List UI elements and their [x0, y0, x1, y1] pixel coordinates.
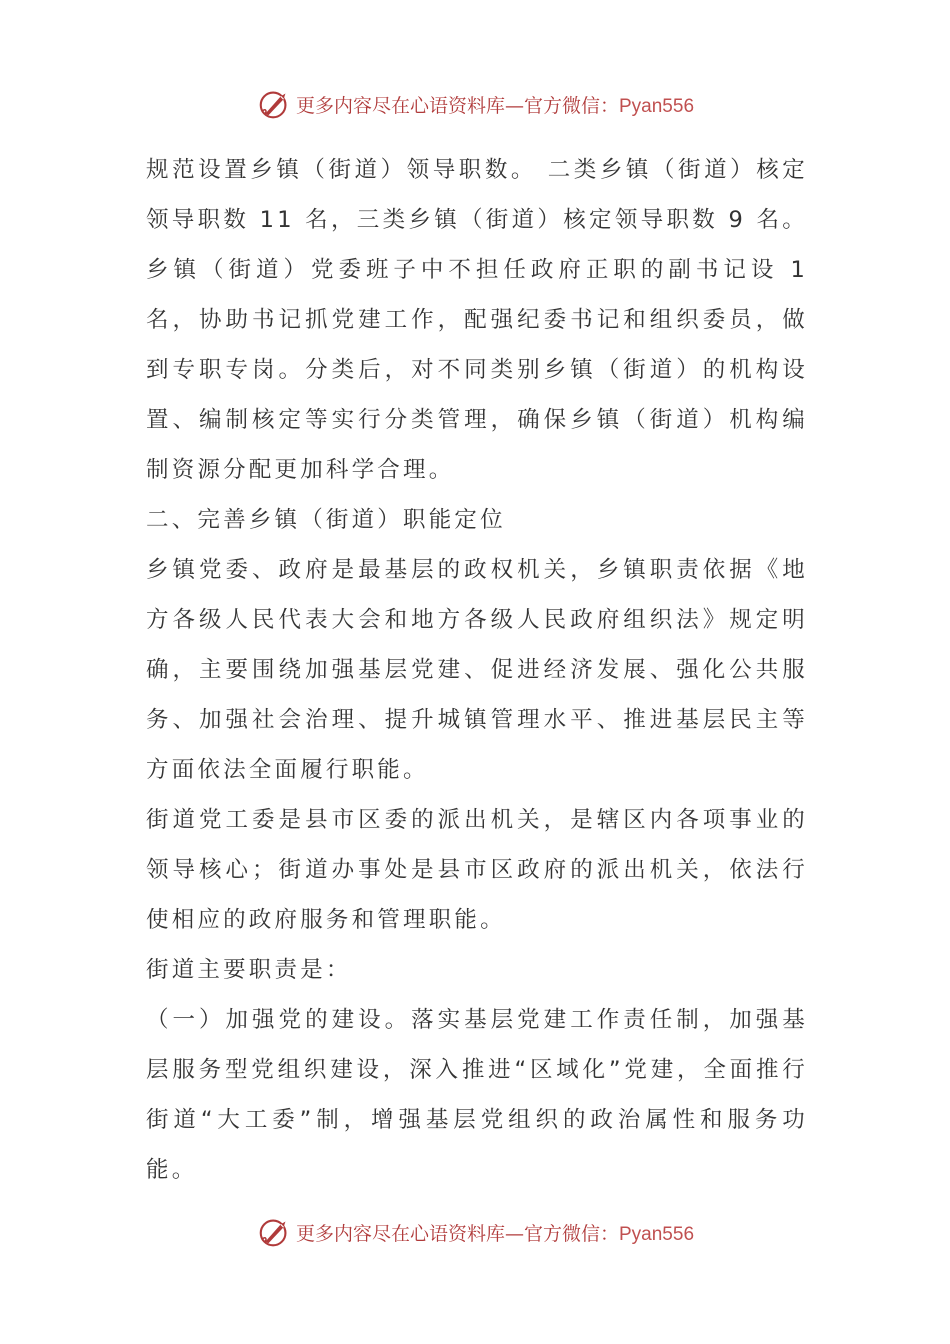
watermark-label: 更多内容尽在心语资料库—官方微信：: [295, 1222, 619, 1245]
wechat-id: Pyan556: [619, 1223, 695, 1245]
page-footer-watermark: [0, 1212, 950, 1252]
watermark-label: 更多内容尽在心语资料库—官方微信：: [295, 94, 619, 117]
page-header-watermark: [0, 84, 950, 124]
section-heading: 二、完善乡镇（街道）职能定位: [146, 507, 506, 533]
paragraph-5: （一）加强党的建设。落实基层党建工作责任制，加强基层服务型党组织建设，深入推进“区域化”党建，全面推行街道“大工委”制，增强基层党组织的政治属性和服务功能。: [146, 1007, 808, 1183]
watermark-text: [296, 1219, 694, 1246]
pen-nib-circle-logo-icon: [256, 85, 294, 123]
paragraph-2: 乡镇党委、政府是最基层的政权机关，乡镇职责依据《地方各级人民代表大会和地方各级人民政府组织法》规定明确，主要围绕加强基层党建、促进经济发展、强化公共服务、加强社会治理、提升城镇管理水平、推进基层民主等方面依法全面履行职能。: [146, 557, 808, 783]
paragraph-3: 街道党工委是县市区委的派出机关，是辖区内各项事业的领导核心；街道办事处是县市区政府的派出机关，依法行使相应的政府服务和管理职能。: [146, 807, 808, 933]
paragraph-4: 街道主要职责是：: [146, 957, 352, 983]
document-body: [146, 145, 808, 1195]
wechat-id: Pyan556: [619, 95, 695, 117]
watermark-text: [296, 91, 694, 118]
pen-nib-circle-logo-icon: [256, 1213, 294, 1251]
paragraph-1: 规范设置乡镇（街道）领导职数。 二类乡镇（街道）核定领导职数 11 名，三类乡镇（街道）核定领导职数 9 名。乡镇（街道）党委班子中不担任政府正职的副书记设 1 名，协助书记抓党建工作，配强纪委书记和组织委员，做到专职专岗。分类后，对不同类别乡镇（街道）的机构设置、编制核定等实行分类管理，确保乡镇（街道）机构编制资源分配更加科学合理。: [146, 157, 808, 483]
